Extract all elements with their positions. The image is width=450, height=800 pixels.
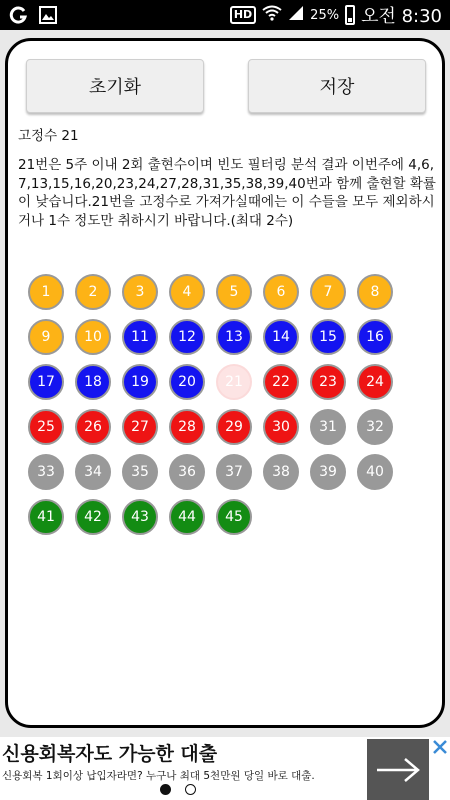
page-dot [185,784,196,795]
battery-icon [345,5,355,25]
page-dot-active [160,784,171,795]
analysis-description: 21번은 5주 이내 2회 출현수이며 빈도 필터링 분석 결과 이번주에 4,6,7,13,15,16,20,23,24,27,28,31,35,38,39,40번과 함께 출현할 확률이 낮습니다.21번을 고정수로 가져가실때에는 이 수들을 모두 제외하시거나 1수 정도만 취하시기 바랍니다.(최대 2수) [18,157,436,229]
number-ball-12[interactable]: 12 [169,319,205,355]
number-ball-1[interactable]: 1 [28,274,64,310]
ad-page-indicator [160,784,196,795]
number-ball-39[interactable]: 39 [310,454,346,490]
number-ball-41[interactable]: 41 [28,499,64,535]
number-ball-17[interactable]: 17 [28,364,64,400]
number-ball-18[interactable]: 18 [75,364,111,400]
number-ball-23[interactable]: 23 [310,364,346,400]
number-ball-15[interactable]: 15 [310,319,346,355]
number-ball-2[interactable]: 2 [75,274,111,310]
reset-button[interactable]: 초기화 [26,59,204,113]
number-ball-34[interactable]: 34 [75,454,111,490]
ad-subtitle[interactable]: 신용회복 1회이상 납입자라면? 누구나 최대 5천만원 당일 바로 대출. [2,770,315,782]
ad-title[interactable]: 신용회복자도 가능한 대출 [2,743,218,765]
number-ball-7[interactable]: 7 [310,274,346,310]
number-ball-31[interactable]: 31 [310,409,346,445]
number-ball-grid [28,274,428,535]
number-ball-42[interactable]: 42 [75,499,111,535]
arrow-right-icon [375,756,421,784]
number-ball-45[interactable]: 45 [216,499,252,535]
number-ball-44[interactable]: 44 [169,499,205,535]
number-ball-4[interactable]: 4 [169,274,205,310]
save-button[interactable]: 저장 [248,59,426,113]
number-ball-29[interactable]: 29 [216,409,252,445]
fixed-number-title: 고정수 21 [18,128,79,144]
number-ball-37[interactable]: 37 [216,454,252,490]
ad-arrow-button[interactable] [367,739,429,800]
number-ball-25[interactable]: 25 [28,409,64,445]
number-ball-19[interactable]: 19 [122,364,158,400]
number-ball-16[interactable]: 16 [357,319,393,355]
number-ball-32[interactable]: 32 [357,409,393,445]
number-ball-5[interactable]: 5 [216,274,252,310]
close-icon [432,739,448,755]
number-ball-8[interactable]: 8 [357,274,393,310]
number-ball-10[interactable]: 10 [75,319,111,355]
wifi-icon [262,5,282,26]
number-ball-20[interactable]: 20 [169,364,205,400]
number-ball-24[interactable]: 24 [357,364,393,400]
clock: 오전 8:30 [361,6,442,27]
number-ball-14[interactable]: 14 [263,319,299,355]
battery-percent: 25% [310,7,340,23]
number-ball-33[interactable]: 33 [28,454,64,490]
number-ball-40[interactable]: 40 [357,454,393,490]
status-bar [0,0,450,30]
number-ball-27[interactable]: 27 [122,409,158,445]
ad-close-button[interactable] [432,739,448,755]
number-ball-36[interactable]: 36 [169,454,205,490]
number-ball-6[interactable]: 6 [263,274,299,310]
ad-banner[interactable] [0,737,450,800]
number-ball-30[interactable]: 30 [263,409,299,445]
number-ball-43[interactable]: 43 [122,499,158,535]
number-ball-38[interactable]: 38 [263,454,299,490]
number-ball-13[interactable]: 13 [216,319,252,355]
gallery-icon [38,5,58,25]
main-card [5,38,445,728]
number-ball-35[interactable]: 35 [122,454,158,490]
number-ball-9[interactable]: 9 [28,319,64,355]
number-ball-22[interactable]: 22 [263,364,299,400]
number-ball-11[interactable]: 11 [122,319,158,355]
number-ball-21[interactable]: 21 [216,364,252,400]
number-ball-28[interactable]: 28 [169,409,205,445]
hd-badge: HD [230,6,256,24]
notification-g-icon [8,5,28,25]
number-ball-3[interactable]: 3 [122,274,158,310]
number-ball-26[interactable]: 26 [75,409,111,445]
signal-icon [288,5,304,26]
